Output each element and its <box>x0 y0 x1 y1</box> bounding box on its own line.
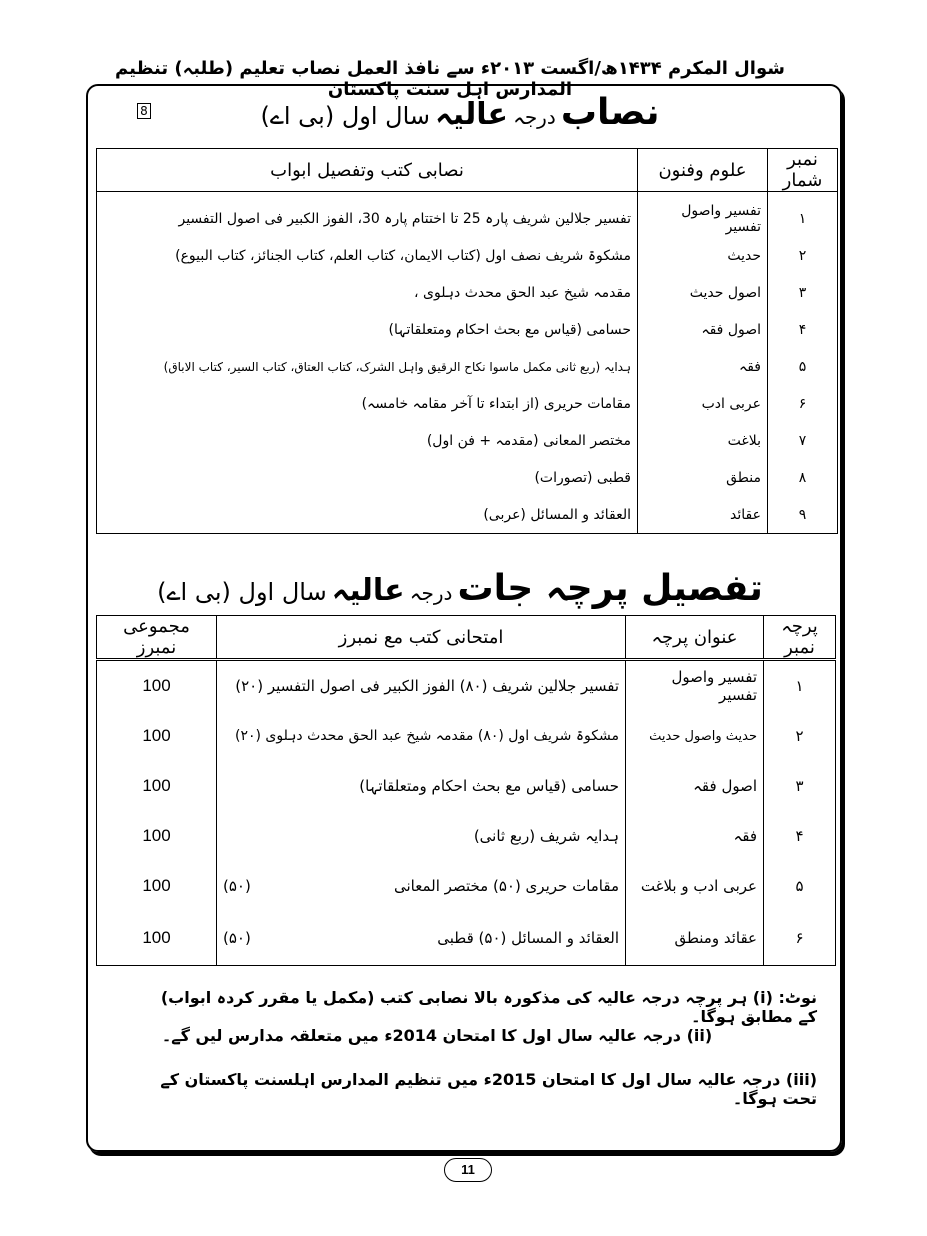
row-books: مشکوۃ شریف نصف اول (کتاب الایمان، کتاب العلم، کتاب الجنائز، کتاب البیوع) <box>97 237 638 274</box>
row-subject: عقائد <box>638 496 768 534</box>
row-number: ۱ <box>768 192 838 238</box>
col-exam-books-header: امتحانی کتب مع نمبرز <box>217 616 626 660</box>
paper-books-marks: (۵۰) <box>223 877 251 895</box>
col-paper-number-header: پرچہ نمبر <box>764 616 836 660</box>
paper-number: ۶ <box>764 911 836 966</box>
paper-total: 100 <box>97 811 217 861</box>
papers-title-level: درجہ <box>409 581 453 605</box>
row-books: مختصر المعانی (مقدمہ + فن اول) <box>97 422 638 459</box>
syllabus-header-row <box>97 149 838 192</box>
row-books: حسامی (قیاس مع بحث احکام ومتعلقاتہا) <box>97 311 638 348</box>
table-row <box>97 237 838 274</box>
row-subject: اصول فقہ <box>638 311 768 348</box>
table-row <box>97 711 836 761</box>
paper-books-marks: (۵۰) <box>223 929 251 947</box>
paper-total: 100 <box>97 660 217 712</box>
row-subject: اصول حدیث <box>638 274 768 311</box>
running-header: شوال المکرم ۱۴۳۴ھ/اگست ۲۰۱۳ء سے نافذ العمل نصاب تعلیم (طلبہ) تنظیم المدارس اہل سنت پاکستان <box>115 58 785 100</box>
col-number-header: نمبر شمار <box>768 149 838 192</box>
table-row <box>97 660 836 712</box>
row-number: ۲ <box>768 237 838 274</box>
table-row <box>97 385 838 422</box>
table-row <box>97 911 836 966</box>
note-2: (ii) درجہ عالیہ سال اول کا امتحان 2014ء میں متعلقہ مدارس لیں گے۔ <box>161 1026 713 1045</box>
papers-title-year: سال اول (بی اے) <box>157 578 327 606</box>
papers-title-word: تفصیل پرچہ جات <box>457 568 763 609</box>
table-row <box>97 459 838 496</box>
table-row <box>97 761 836 811</box>
row-number: ۷ <box>768 422 838 459</box>
row-books: ہدایہ (ربع ثانی مکمل ماسوا نکاح الرقیق واہل الشرک، کتاب العتاق، کتاب السیر، کتاب الاباق) <box>97 348 638 385</box>
paper-title: حدیث واصول حدیث <box>626 711 764 761</box>
paper-number: ۵ <box>764 861 836 911</box>
paper-number: ۲ <box>764 711 836 761</box>
paper-total: 100 <box>97 711 217 761</box>
paper-books: مشکوۃ شریف اول (۸۰) مقدمہ شیخ عبد الحق محدث دہلوی (۲۰) <box>217 711 626 761</box>
paper-books: مقامات حریری (۵۰) مختصر المعانی <box>394 877 619 895</box>
row-subject: عربی ادب <box>638 385 768 422</box>
col-total-header: مجموعی نمبرز <box>97 616 217 660</box>
table-row <box>97 422 838 459</box>
syllabus-title-level: درجہ <box>513 105 556 129</box>
paper-books-cell <box>217 861 626 911</box>
paper-total: 100 <box>97 911 217 966</box>
note-3: (iii) درجہ عالیہ سال اول کا امتحان 2015ء میں تنظیم المدارس اہلسنت پاکستان کے تحت ہوگا۔ <box>160 1070 817 1108</box>
syllabus-title <box>200 92 720 133</box>
paper-number: ۳ <box>764 761 836 811</box>
papers-table <box>96 615 836 966</box>
row-books: مقامات حریری (از ابتداء تا آخر مقامہ خامسہ) <box>97 385 638 422</box>
row-number: ۹ <box>768 496 838 534</box>
row-books: تفسیر جلالین شریف پارہ 25 تا اختتام پارہ 30، الفوز الکبیر فی اصول التفسیر <box>97 192 638 238</box>
note-1: نوٹ: (i) ہر پرچہ درجہ عالیہ کی مذکورہ بالا نصابی کتب (مکمل یا مقرر کردہ ابواب) کے مطابق ہوگا۔ <box>160 988 817 1026</box>
row-subject: تفسیر واصول تفسیر <box>638 192 768 238</box>
row-number: ۳ <box>768 274 838 311</box>
table-row <box>97 811 836 861</box>
paper-books: تفسیر جلالین شریف (۸۰) الفوز الکبیر فی اصول التفسیر (۲۰) <box>217 660 626 712</box>
col-books-header: نصابی کتب وتفصیل ابواب <box>97 149 638 192</box>
paper-books-cell <box>217 911 626 966</box>
paper-total: 100 <box>97 761 217 811</box>
table-row <box>97 192 838 238</box>
row-subject: فقہ <box>638 348 768 385</box>
col-subject-header: علوم وفنون <box>638 149 768 192</box>
row-subject: منطق <box>638 459 768 496</box>
syllabus-title-word: نصاب <box>560 92 660 133</box>
table-row <box>97 348 838 385</box>
table-row <box>97 861 836 911</box>
table-row <box>97 311 838 348</box>
row-books: مقدمہ شیخ عبد الحق محدث دہلوی ، <box>97 274 638 311</box>
paper-books: حسامی (قیاس مع بحث احکام ومتعلقاتہا) <box>217 761 626 811</box>
table-row <box>97 496 838 534</box>
paper-title: اصول فقہ <box>626 761 764 811</box>
paper-number: ۱ <box>764 660 836 712</box>
syllabus-title-year: سال اول (بی اے) <box>260 102 431 130</box>
syllabus-title-grade: عالیہ <box>435 97 508 132</box>
paper-number: ۴ <box>764 811 836 861</box>
row-number: ۵ <box>768 348 838 385</box>
paper-total: 100 <box>97 861 217 911</box>
paper-title: فقہ <box>626 811 764 861</box>
table-row <box>97 274 838 311</box>
row-subject: بلاغت <box>638 422 768 459</box>
paper-title: تفسیر واصول تفسیر <box>626 660 764 712</box>
row-number: ۸ <box>768 459 838 496</box>
paper-title: عقائد ومنطق <box>626 911 764 966</box>
papers-title <box>150 568 770 609</box>
paper-title: عربی ادب و بلاغت <box>626 861 764 911</box>
row-number: ۴ <box>768 311 838 348</box>
papers-title-grade: عالیہ <box>331 573 405 608</box>
page-number: 11 <box>444 1158 492 1182</box>
row-number: ۶ <box>768 385 838 422</box>
row-subject: حدیث <box>638 237 768 274</box>
syllabus-table <box>96 148 838 534</box>
row-books: قطبی (تصورات) <box>97 459 638 496</box>
page-mark: 8 <box>137 103 151 119</box>
papers-header-row <box>97 616 836 660</box>
paper-books: ہدایہ شریف (ربع ثانی) <box>217 811 626 861</box>
paper-books: العقائد و المسائل (۵۰) قطبی <box>437 929 619 947</box>
col-paper-title-header: عنوان پرچہ <box>626 616 764 660</box>
row-books: العقائد و المسائل (عربی) <box>97 496 638 534</box>
